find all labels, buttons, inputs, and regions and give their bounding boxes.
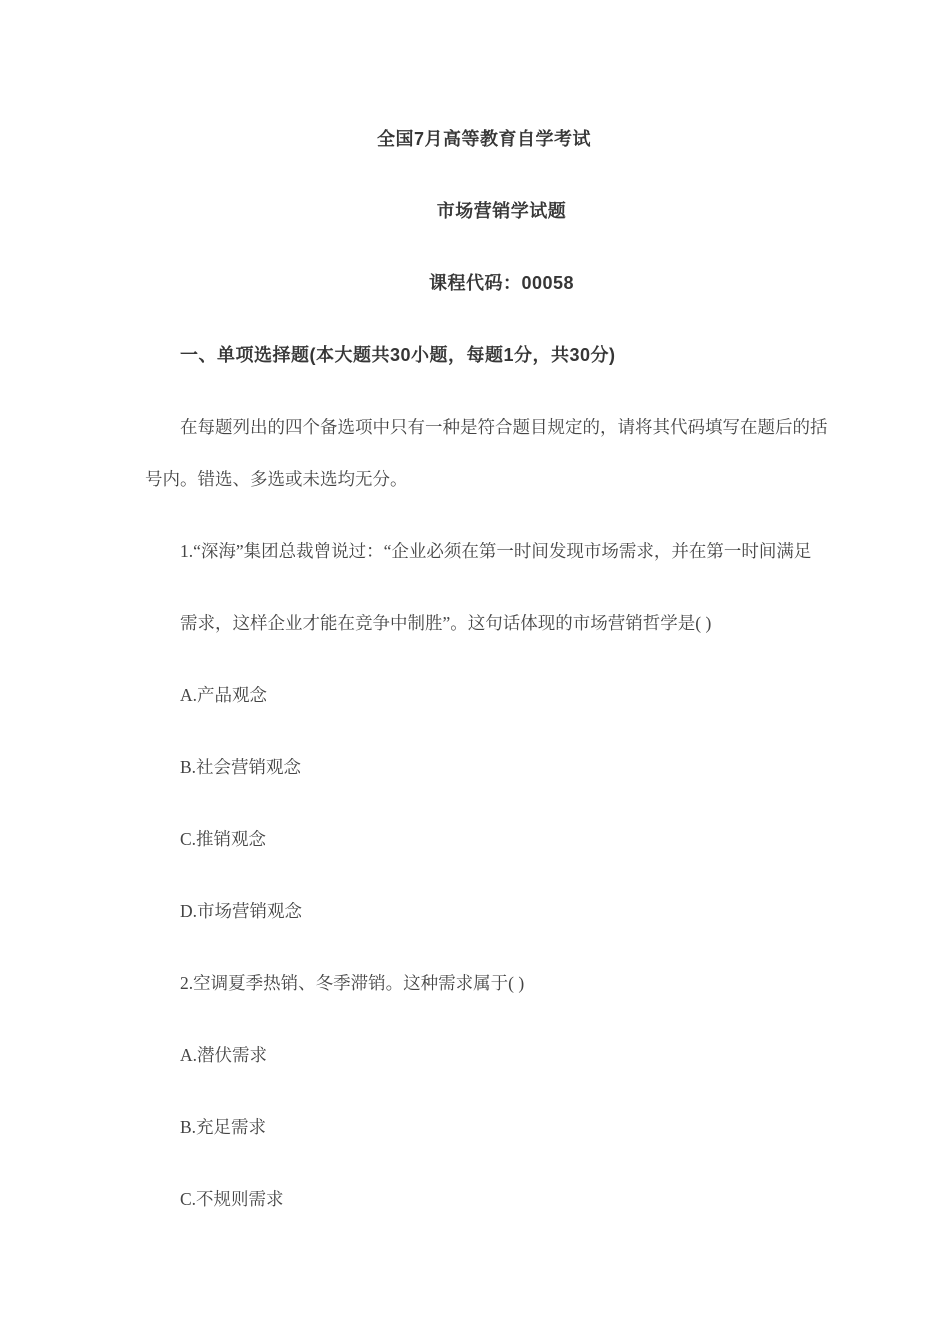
doc-title: 全国7月高等教育自学考试 — [376, 129, 591, 149]
question-2-option-a: A.潜伏需求 — [180, 1045, 268, 1065]
question-1-option-d: D.市场营销观念 — [180, 901, 303, 921]
question-1-stem-line-1: 1.“深海”集团总裁曾说过：“企业必须在第一时间发现市场需求，并在第一时间满足 — [180, 541, 812, 561]
question-1-option-b: B.社会营销观念 — [180, 757, 302, 777]
question-2-option-c: C.不规则需求 — [180, 1189, 284, 1209]
question-1-option-c: C.推销观念 — [180, 829, 267, 849]
question-1-stem-line-2: 需求，这样企业才能在竞争中制胜”。这句话体现的市场营销哲学是( ) — [180, 613, 712, 633]
question-2-stem: 2.空调夏季热销、冬季滞销。这种需求属于( ) — [180, 973, 525, 993]
question-2-option-b: B.充足需求 — [180, 1117, 267, 1137]
instructions-line-1: 在每题列出的四个备选项中只有一种是符合题目规定的，请将其代码填写在题后的括 — [180, 417, 828, 437]
instructions-line-2: 号内。错选、多选或未选均无分。 — [145, 469, 408, 489]
question-1-option-a: A.产品观念 — [180, 685, 268, 705]
course-code: 课程代码：00058 — [428, 273, 575, 293]
section-heading: 一、单项选择题(本大题共30小题，每题1分，共30分) — [180, 345, 616, 365]
doc-subtitle: 市场营销学试题 — [436, 201, 567, 221]
